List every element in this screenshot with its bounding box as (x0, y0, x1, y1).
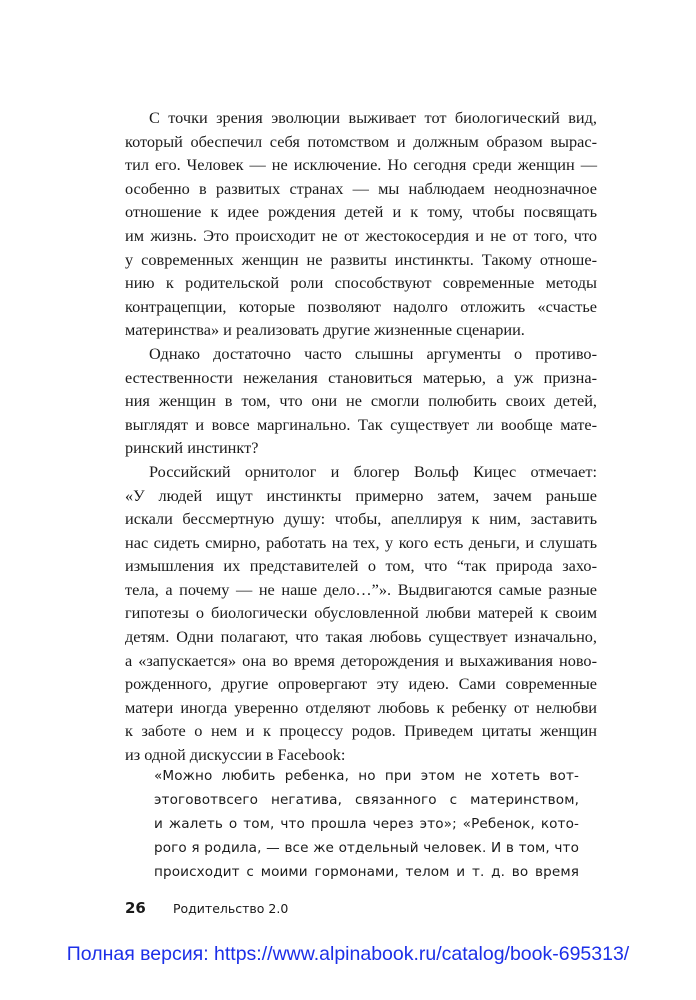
full-version-link[interactable]: Полная версия: https://www.alpinabook.ru/catalog/book-695313/ (66, 943, 630, 965)
text-line: ния женщин в том, что они не смогли полюбить своих детей, (125, 391, 597, 411)
text-line: ринский инстинкт? (125, 438, 259, 458)
text-line: который обеспечил себя потомством и должным образом вырас- (125, 131, 597, 151)
text-line: гипотезы о биологически обусловленной любви матерей к своим (125, 603, 597, 623)
text-line: а «запускается» она во время деторождения и выхаживания ново- (125, 650, 597, 670)
quote-line: и жалеть о том, что прошла через это»; «Ребенок, кото- (154, 816, 579, 832)
text-line: у современных женщин не развиты инстинкты. Такому отноше- (125, 249, 597, 269)
text-line: искали бессмертную душу: чтобы, апеллируя к ним, заставить (125, 509, 597, 529)
text-line: тела, а почему — не наше дело…”». Выдвигаются самые разные (125, 579, 597, 599)
text-line: контрацепции, которые позволяют надолго отложить «счастье (125, 296, 597, 316)
paragraph (125, 106, 597, 342)
text-line: нию к родительской роли способствуют современные методы (125, 273, 597, 293)
paragraph (125, 460, 597, 767)
text-line: выглядят и вовсе маргинально. Так существует ли вообще мате- (125, 414, 597, 434)
text-line: к заботе о нем и к процессу родов. Приведем цитаты женщин (125, 721, 597, 741)
text-line: нас сидеть смирно, работать на тех, у кого есть деньги, и слушать (125, 532, 597, 552)
quote-line: этоговотвсего негатива, связанного с материнством, (154, 792, 579, 808)
quote-block (154, 764, 579, 884)
text-line: измышления их представителей о том, что “так природа захо- (125, 556, 597, 576)
text-line: материнства» и реализовать другие жизненные сценарии. (125, 320, 525, 340)
text-line: детям. Одни полагают, что такая любовь существует изначально, (125, 627, 597, 647)
text-line: «У людей ищут инстинкты примерно затем, зачем раньше (125, 485, 597, 505)
quote-line: рого я родила, — все же отдельный человек. И в том, что (154, 840, 579, 856)
text-line: отношение к идее рождения детей и к тому, чтобы посвящать (125, 202, 597, 222)
text-line: тил его. Человек — не исключение. Но сегодня среди женщин — (125, 155, 597, 175)
quote-line: происходит с моими гормонами, телом и т. д. во время (154, 864, 579, 880)
page-number: 26 (125, 899, 146, 917)
text-line: Российский орнитолог и блогер Вольф Кицес отмечает: (149, 461, 597, 481)
text-line: из одной дискуссии в Facebook: (125, 745, 346, 765)
text-line: С точки зрения эволюции выживает тот биологический вид, (149, 108, 597, 127)
body-text (125, 106, 597, 767)
text-line: матери иногда уверенно отделяют любовь к ребенку от нелюбви (125, 697, 597, 717)
book-title: Родительство 2.0 (172, 901, 289, 916)
text-line: им жизнь. Это происходит не от жестокосердия и не от того, что (125, 225, 597, 245)
quote-line: «Можно любить ребенка, но при этом не хотеть вот- (154, 768, 579, 784)
text-line: естественности нежелания становиться матерью, а уж призна- (125, 367, 597, 387)
paragraph (125, 342, 597, 460)
text-line: рожденного, другие опровергают эту идею. Сами современные (125, 674, 597, 694)
page-footer (125, 898, 288, 917)
text-line: Однако достаточно часто слышны аргументы о противо- (149, 343, 597, 363)
text-line: особенно в развитых странах — мы наблюдаем неоднозначное (125, 178, 597, 198)
